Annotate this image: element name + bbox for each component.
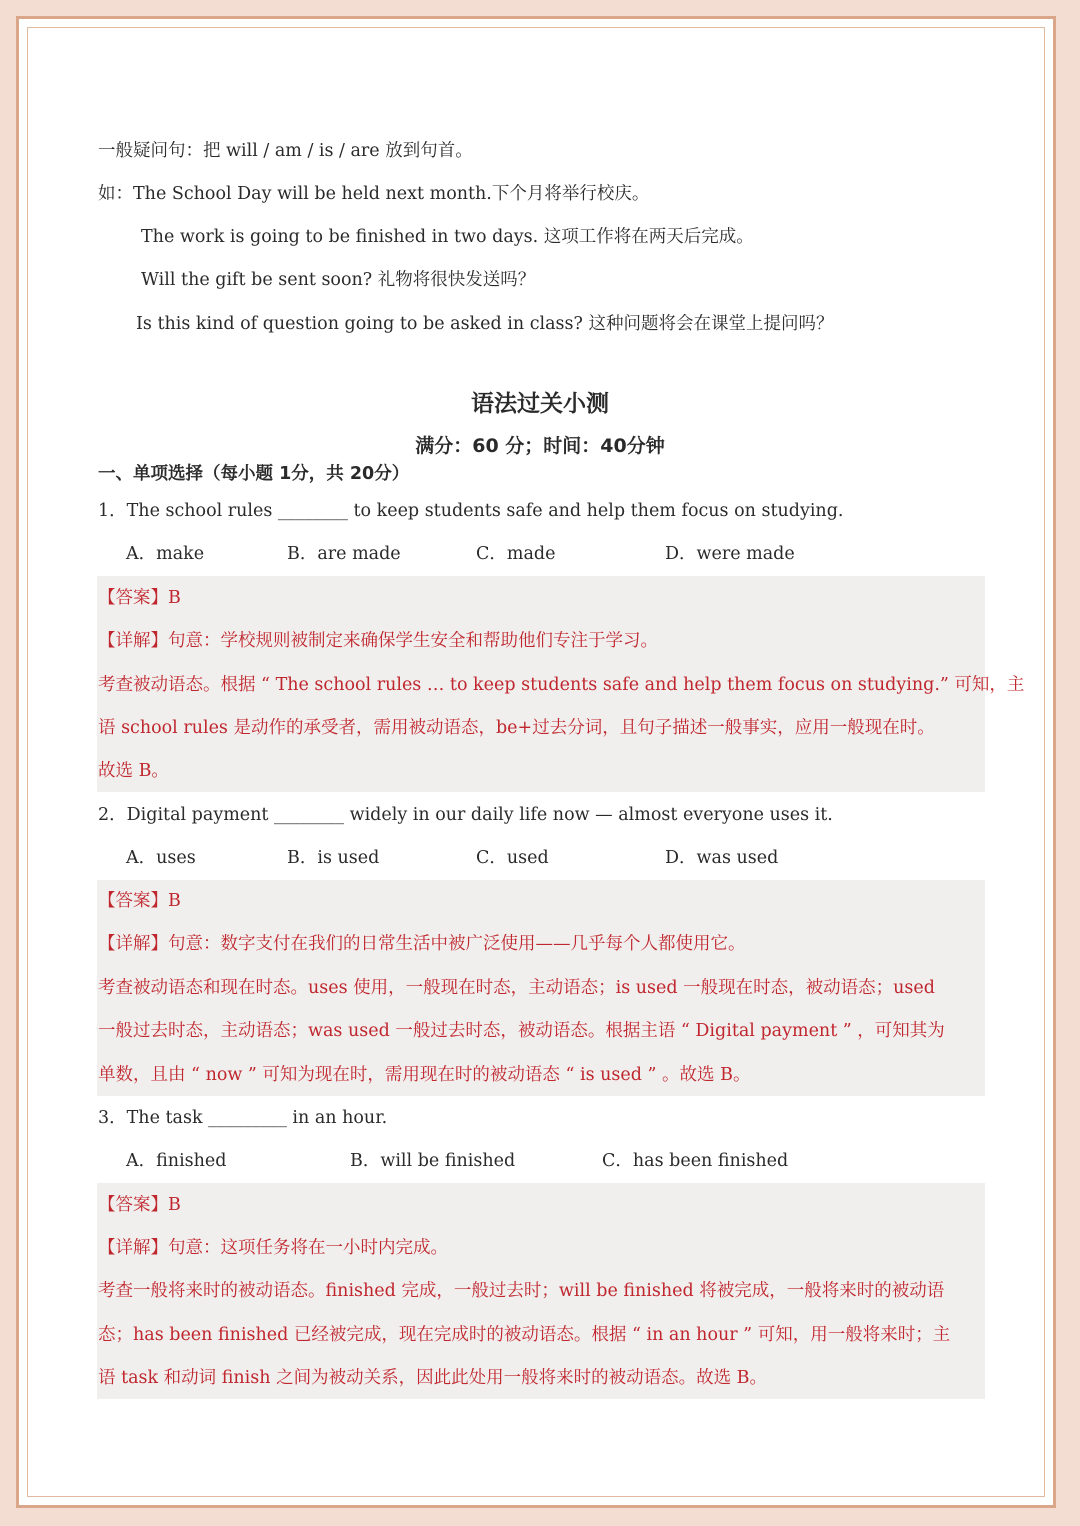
question-1-explanation-3: 语 school rules 是动作的承受者，需用被动语态，be+过去分词，且句子描述一般事实，应用一般现在时。 xyxy=(98,718,935,738)
question-1-option-b: B．are made xyxy=(287,544,401,564)
test-subtitle: 满分：60 分；时间：40分钟 xyxy=(415,435,665,457)
question-1-explanation-1: 【详解】句意：学校规则被制定来确保学生安全和帮助他们专注于学习。 xyxy=(98,631,658,651)
question-3-explanation-4: 语 task 和动词 finish 之间为被动关系，因此此处用一般将来时的被动语态。故选 B。 xyxy=(98,1368,768,1388)
intro-rule: 一般疑问句：把 will / am / is / are 放到句首。 xyxy=(98,141,473,161)
question-3-stem: 3．The task _________ in an hour. xyxy=(98,1108,388,1128)
intro-example-2: The work is going to be finished in two days. 这项工作将在两天后完成。 xyxy=(141,227,754,247)
question-3-option-b: B．will be finished xyxy=(350,1151,516,1171)
question-2-stem: 2．Digital payment ________ widely in our daily life now — almost everyone uses it. xyxy=(98,805,833,825)
question-2-option-d: D．was used xyxy=(665,848,779,868)
question-2-explanation-1: 【详解】句意：数字支付在我们的日常生活中被广泛使用——几乎每个人都使用它。 xyxy=(98,934,746,954)
intro-example-1: 如：The School Day will be held next month.下个月将举行校庆。 xyxy=(98,184,650,204)
question-2-option-a: A．uses xyxy=(126,848,196,868)
question-3-option-a: A．finished xyxy=(126,1151,227,1171)
question-2-explanation-3: 一般过去时态，主动语态；was used 一般过去时态，被动语态。根据主语 “ Digital payment ” ，可知其为 xyxy=(98,1021,945,1041)
question-1-answer: 【答案】B xyxy=(98,588,181,608)
question-3-explanation-2: 考查一般将来时的被动语态。finished 完成，一般过去时；will be finished 将被完成，一般将来时的被动语 xyxy=(98,1281,945,1301)
question-3-answer: 【答案】B xyxy=(98,1195,181,1215)
question-2-explanation-4: 单数，且由 “ now ” 可知为现在时，需用现在时的被动语态 “ is used ” 。故选 B。 xyxy=(98,1065,751,1085)
question-2-option-c: C．used xyxy=(476,848,549,868)
question-1-option-a: A．make xyxy=(126,544,205,564)
question-3-explanation-1: 【详解】句意：这项任务将在一小时内完成。 xyxy=(98,1238,448,1258)
question-2-explanation-2: 考查被动语态和现在时态。uses 使用，一般现在时态，主动语态；is used 一般现在时态，被动语态；used xyxy=(98,978,935,998)
question-1-explanation-2: 考查被动语态。根据 “ The school rules … to keep students safe and help them focus on studying.” 可知，主 xyxy=(98,675,1025,695)
question-1-option-d: D．were made xyxy=(665,544,795,564)
intro-example-4: Is this kind of question going to be asked in class? 这种问题将会在课堂上提问吗？ xyxy=(136,314,834,334)
question-1-explanation-4: 故选 B。 xyxy=(98,761,169,781)
question-3-option-c: C．has been finished xyxy=(602,1151,789,1171)
question-2-option-b: B．is used xyxy=(287,848,380,868)
section-heading: 一、单项选择（每小题 1分，共 20分） xyxy=(98,464,410,484)
question-3-explanation-3: 态；has been finished 已经被完成，现在完成时的被动语态。根据 “ in an hour ” 可知，用一般将来时；主 xyxy=(98,1325,951,1345)
question-1-option-c: C．made xyxy=(476,544,556,564)
question-2-answer: 【答案】B xyxy=(98,891,181,911)
test-title: 语法过关小测 xyxy=(471,391,609,417)
question-1-stem: 1．The school rules ________ to keep students safe and help them focus on studying. xyxy=(98,501,844,521)
intro-example-3: Will the gift be sent soon? 礼物将很快发送吗？ xyxy=(141,270,536,290)
